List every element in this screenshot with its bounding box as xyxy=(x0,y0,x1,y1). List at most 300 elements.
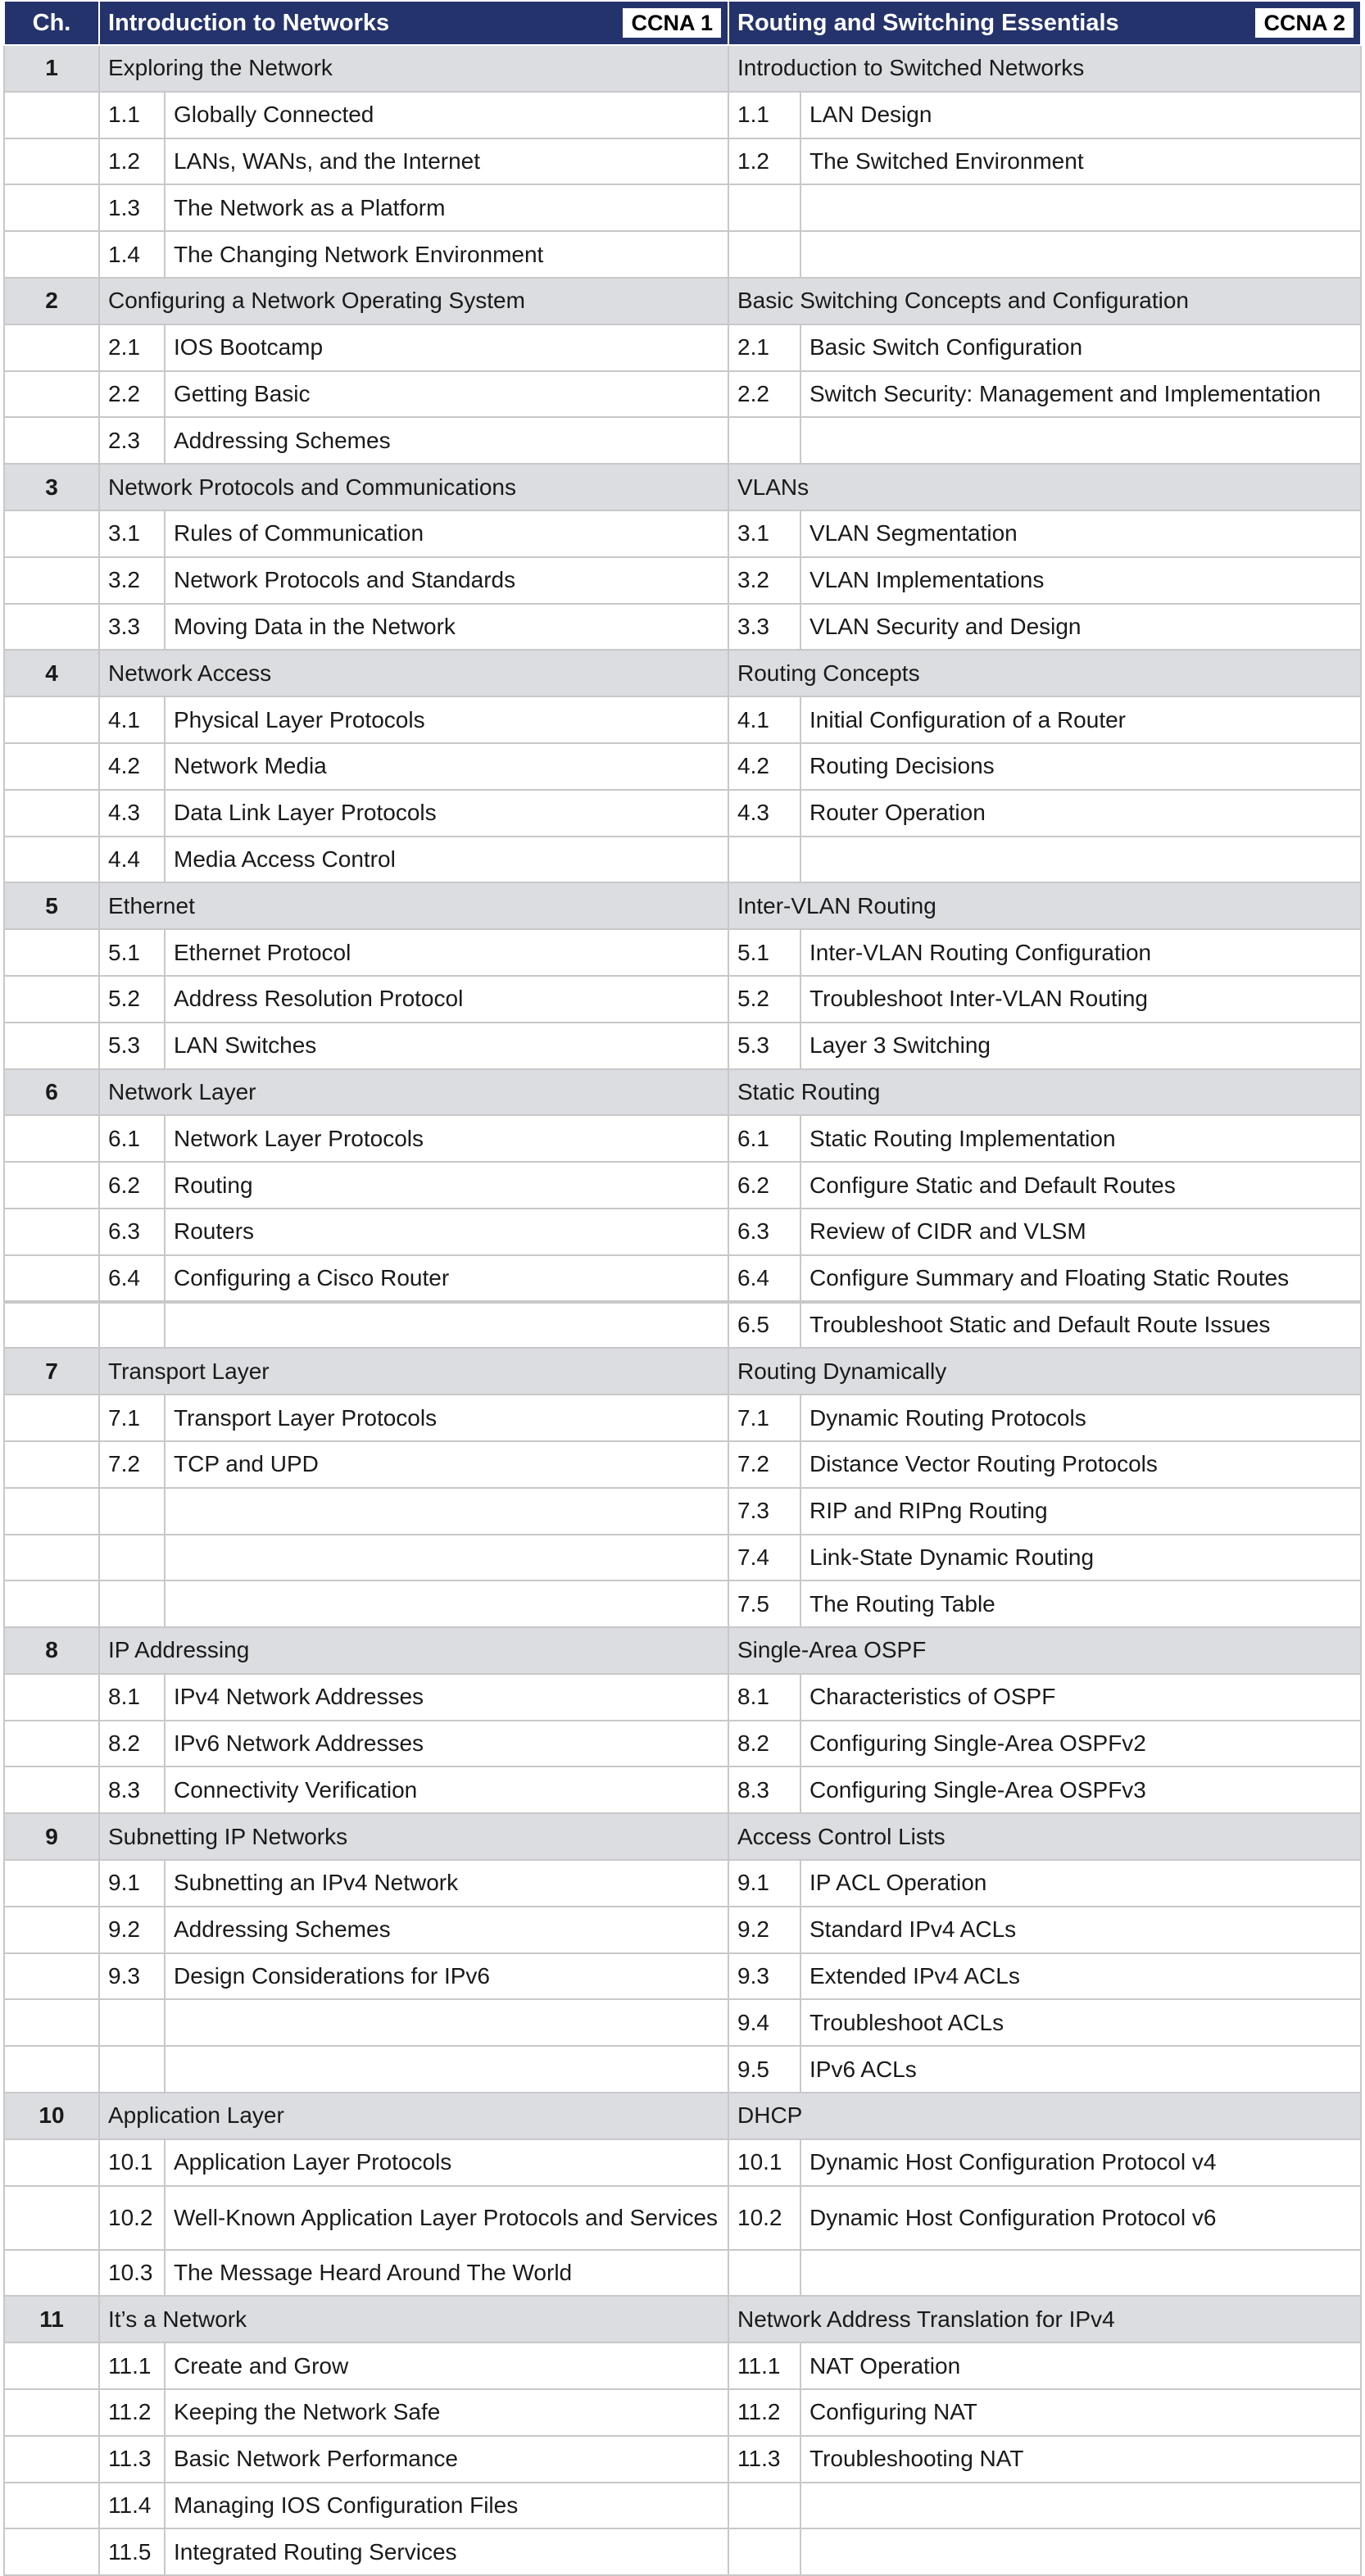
ccna1-section-number: 10.3 xyxy=(99,2250,165,2297)
ccna1-section-title: Configuring a Cisco Router xyxy=(165,1255,728,1302)
ccna2-section-number: 6.1 xyxy=(728,1115,800,1162)
ccna1-section-number: 6.3 xyxy=(99,1209,165,1255)
chapter-number: 9 xyxy=(4,1813,99,1860)
chapter-number-empty xyxy=(4,371,99,418)
ccna2-section-number: 9.2 xyxy=(728,1907,800,1953)
chapter-number-empty xyxy=(4,604,99,651)
ccna2-section-number: 3.2 xyxy=(728,557,800,604)
ccna1-section-title: Connectivity Verification xyxy=(165,1766,728,1813)
section-row xyxy=(4,2139,1361,2186)
ccna2-section-title: Extended IPv4 ACLs xyxy=(800,1953,1361,2000)
chapter-number-empty xyxy=(4,1115,99,1162)
ccna1-section-number: 1.1 xyxy=(99,92,165,138)
section-row xyxy=(4,1674,1361,1721)
chapter-number-empty xyxy=(4,1674,99,1721)
ccna1-section-number: 5.3 xyxy=(99,1023,165,1069)
ccna1-section-number: 9.1 xyxy=(99,1860,165,1907)
chapter-number: 11 xyxy=(4,2296,99,2342)
ccna2-section-title: Routing Decisions xyxy=(800,743,1361,790)
ccna1-section-title: Routing xyxy=(165,1162,728,1209)
section-row xyxy=(4,2250,1361,2297)
ccna2-section-title: Link-State Dynamic Routing xyxy=(800,1535,1361,1581)
ccna1-section-title: Well-Known Application Layer Protocols and Services xyxy=(165,2186,728,2250)
ccna2-section-number: 2.2 xyxy=(728,371,800,418)
chapter-number-empty xyxy=(4,1581,99,1627)
ccna2-section-title: The Switched Environment xyxy=(800,138,1361,185)
chapter-row xyxy=(4,1069,1361,1116)
ccna1-section-number xyxy=(99,1999,165,2046)
chapter-row xyxy=(4,1813,1361,1860)
ccna2-section-title: Configuring Single-Area OSPFv3 xyxy=(800,1766,1361,1813)
chapter-number-empty xyxy=(4,2250,99,2297)
section-row xyxy=(4,557,1361,604)
chapter-column-header: Ch. xyxy=(4,1,99,45)
section-row xyxy=(4,976,1361,1023)
ccna1-section-title xyxy=(165,1302,728,1349)
chapter-number-empty xyxy=(4,743,99,790)
section-row xyxy=(4,1395,1361,1441)
chapter-number-empty xyxy=(4,1953,99,2000)
ccna2-section-title xyxy=(800,417,1361,464)
ccna2-section-title: The Routing Table xyxy=(800,1581,1361,1627)
ccna1-section-number: 6.2 xyxy=(99,1162,165,1209)
chapter-number-empty xyxy=(4,2483,99,2529)
ccna1-section-number: 6.4 xyxy=(99,1255,165,1302)
ccna2-section-number: 1.1 xyxy=(728,92,800,138)
ccna2-section-number: 11.3 xyxy=(728,2436,800,2483)
ccna2-section-number: 11.2 xyxy=(728,2389,800,2436)
ccna1-section-title: Rules of Communication xyxy=(165,510,728,557)
ccna2-section-number: 3.1 xyxy=(728,510,800,557)
ccna2-section-title: Static Routing Implementation xyxy=(800,1115,1361,1162)
ccna1-section-title xyxy=(165,1535,728,1581)
chapter-number-empty xyxy=(4,1209,99,1255)
section-row xyxy=(4,929,1361,976)
ccna1-column-header xyxy=(99,1,728,45)
section-row xyxy=(4,2186,1361,2250)
ccna2-section-title xyxy=(800,837,1361,883)
ccna2-chapter-title: Single-Area OSPF xyxy=(728,1627,1361,1674)
ccna1-section-title: Routers xyxy=(165,1209,728,1255)
ccna1-section-title: The Network as a Platform xyxy=(165,184,728,231)
chapter-number-empty xyxy=(4,976,99,1023)
ccna1-section-number: 9.3 xyxy=(99,1953,165,2000)
section-row xyxy=(4,604,1361,651)
section-row xyxy=(4,1535,1361,1581)
ccna1-section-title: Create and Grow xyxy=(165,2342,728,2389)
chapter-number-empty xyxy=(4,1255,99,1302)
ccna1-chapter-title: Application Layer xyxy=(99,2093,728,2139)
chapter-number-empty xyxy=(4,2528,99,2575)
ccna2-chapter-title: Routing Dynamically xyxy=(728,1348,1361,1395)
ccna1-section-number: 4.2 xyxy=(99,743,165,790)
ccna1-section-title: Addressing Schemes xyxy=(165,1907,728,1953)
ccna1-section-title: Transport Layer Protocols xyxy=(165,1395,728,1441)
ccna1-section-title: Managing IOS Configuration Files xyxy=(165,2483,728,2529)
section-row xyxy=(4,231,1361,278)
ccna2-section-number: 9.1 xyxy=(728,1860,800,1907)
ccna1-section-number: 11.2 xyxy=(99,2389,165,2436)
chapter-number-empty xyxy=(4,1023,99,1069)
ccna2-section-number: 10.2 xyxy=(728,2186,800,2250)
ccna2-section-title: IPv6 ACLs xyxy=(800,2046,1361,2093)
ccna2-section-number: 4.3 xyxy=(728,790,800,837)
chapter-number-empty xyxy=(4,1860,99,1907)
ccna2-section-title: Characteristics of OSPF xyxy=(800,1674,1361,1721)
ccna1-section-title: Integrated Routing Services xyxy=(165,2528,728,2575)
chapter-number-empty xyxy=(4,231,99,278)
ccna2-badge: CCNA 2 xyxy=(1254,7,1355,39)
ccna1-section-title: Address Resolution Protocol xyxy=(165,976,728,1023)
ccna1-section-number xyxy=(99,1302,165,1349)
ccna2-column-header xyxy=(728,1,1361,45)
ccna2-section-title: Distance Vector Routing Protocols xyxy=(800,1441,1361,1488)
section-row xyxy=(4,1953,1361,2000)
chapter-number-empty xyxy=(4,2186,99,2250)
section-row xyxy=(4,1255,1361,1302)
ccna2-section-number: 8.1 xyxy=(728,1674,800,1721)
ccna1-chapter-title: Ethernet xyxy=(99,882,728,929)
ccna1-section-number: 10.2 xyxy=(99,2186,165,2250)
ccna2-section-title xyxy=(800,184,1361,231)
ccna2-section-number: 4.2 xyxy=(728,743,800,790)
chapter-number-empty xyxy=(4,417,99,464)
ccna2-section-number: 4.1 xyxy=(728,696,800,743)
ccna1-section-number: 3.3 xyxy=(99,604,165,651)
chapter-number-empty xyxy=(4,837,99,883)
ccna2-section-title: VLAN Segmentation xyxy=(800,510,1361,557)
chapter-number-empty xyxy=(4,696,99,743)
ccna1-section-number: 11.4 xyxy=(99,2483,165,2529)
ccna1-section-number: 10.1 xyxy=(99,2139,165,2186)
ccna1-section-title: Addressing Schemes xyxy=(165,417,728,464)
ccna1-section-number: 2.3 xyxy=(99,417,165,464)
chapter-number: 8 xyxy=(4,1627,99,1674)
ccna2-section-number: 5.1 xyxy=(728,929,800,976)
chapter-number-empty xyxy=(4,2342,99,2389)
ccna2-chapter-title: Basic Switching Concepts and Configuration xyxy=(728,278,1361,324)
ccna1-section-number: 5.2 xyxy=(99,976,165,1023)
ccna2-section-number: 7.4 xyxy=(728,1535,800,1581)
ccna1-section-number: 1.2 xyxy=(99,138,165,185)
ccna1-section-number xyxy=(99,1488,165,1535)
section-row xyxy=(4,324,1361,371)
chapter-number-empty xyxy=(4,510,99,557)
chapter-number-empty xyxy=(4,92,99,138)
ccna2-section-title: VLAN Implementations xyxy=(800,557,1361,604)
ccna1-section-number xyxy=(99,1581,165,1627)
ccna2-section-title: Router Operation xyxy=(800,790,1361,837)
ccna2-section-number: 2.1 xyxy=(728,324,800,371)
ccna1-section-number: 4.1 xyxy=(99,696,165,743)
section-row xyxy=(4,1441,1361,1488)
chapter-row xyxy=(4,650,1361,696)
ccna1-section-title: Network Media xyxy=(165,743,728,790)
chapter-number-empty xyxy=(4,790,99,837)
chapter-row xyxy=(4,2296,1361,2342)
ccna1-chapter-title: Network Access xyxy=(99,650,728,696)
section-row xyxy=(4,1860,1361,1907)
ccna2-section-title: Layer 3 Switching xyxy=(800,1023,1361,1069)
chapter-number-empty xyxy=(4,2046,99,2093)
ccna2-section-number xyxy=(728,2483,800,2529)
ccna2-section-title: Dynamic Host Configuration Protocol v6 xyxy=(800,2186,1361,2250)
chapter-number-empty xyxy=(4,2436,99,2483)
chapter-number-empty xyxy=(4,1907,99,1953)
ccna2-chapter-title: Access Control Lists xyxy=(728,1813,1361,1860)
chapter-number: 2 xyxy=(4,278,99,324)
ccna2-section-number: 9.5 xyxy=(728,2046,800,2093)
ccna2-section-number: 10.1 xyxy=(728,2139,800,2186)
ccna2-chapter-title: Network Address Translation for IPv4 xyxy=(728,2296,1361,2342)
ccna2-section-number: 6.4 xyxy=(728,1255,800,1302)
ccna2-section-title: Initial Configuration of a Router xyxy=(800,696,1361,743)
chapter-number-empty xyxy=(4,557,99,604)
chapter-number-empty xyxy=(4,138,99,185)
section-row xyxy=(4,1999,1361,2046)
section-row xyxy=(4,2046,1361,2093)
ccna2-section-title: Dynamic Routing Protocols xyxy=(800,1395,1361,1441)
ccna2-section-number: 8.3 xyxy=(728,1766,800,1813)
section-row xyxy=(4,790,1361,837)
ccna1-section-number: 2.1 xyxy=(99,324,165,371)
ccna1-section-number: 11.3 xyxy=(99,2436,165,2483)
section-row xyxy=(4,1162,1361,1209)
ccna1-section-title: Application Layer Protocols xyxy=(165,2139,728,2186)
ccna2-section-title: Configuring NAT xyxy=(800,2389,1361,2436)
ccna1-section-number: 1.4 xyxy=(99,231,165,278)
ccna1-section-title: Media Access Control xyxy=(165,837,728,883)
chapter-number-empty xyxy=(4,929,99,976)
ccna2-section-number: 7.5 xyxy=(728,1581,800,1627)
section-row xyxy=(4,2342,1361,2389)
chapter-row xyxy=(4,2093,1361,2139)
ccna2-section-title: Standard IPv4 ACLs xyxy=(800,1907,1361,1953)
ccna2-section-number: 6.3 xyxy=(728,1209,800,1255)
ccna1-section-number: 4.3 xyxy=(99,790,165,837)
chapter-number: 4 xyxy=(4,650,99,696)
chapter-row xyxy=(4,1627,1361,1674)
ccna1-chapter-title: IP Addressing xyxy=(99,1627,728,1674)
section-row xyxy=(4,696,1361,743)
ccna1-section-title: IPv6 Network Addresses xyxy=(165,1721,728,1767)
ccna2-section-title: Basic Switch Configuration xyxy=(800,324,1361,371)
ccna1-chapter-title: Network Protocols and Communications xyxy=(99,464,728,510)
ccna1-section-number: 8.2 xyxy=(99,1721,165,1767)
curriculum-table xyxy=(3,0,1362,2576)
section-row xyxy=(4,184,1361,231)
ccna2-section-number: 7.1 xyxy=(728,1395,800,1441)
ccna2-section-number xyxy=(728,2250,800,2297)
section-row xyxy=(4,138,1361,185)
ccna1-section-title: The Changing Network Environment xyxy=(165,231,728,278)
ccna1-section-title: Design Considerations for IPv6 xyxy=(165,1953,728,2000)
chapter-number-empty xyxy=(4,1766,99,1813)
chapter-number-empty xyxy=(4,1721,99,1767)
ccna1-section-number: 2.2 xyxy=(99,371,165,418)
ccna2-section-title: LAN Design xyxy=(800,92,1361,138)
section-row xyxy=(4,837,1361,883)
chapter-number-empty xyxy=(4,1395,99,1441)
ccna2-section-number: 8.2 xyxy=(728,1721,800,1767)
ccna2-section-number xyxy=(728,417,800,464)
ccna1-chapter-title: Subnetting IP Networks xyxy=(99,1813,728,1860)
ccna1-section-number: 4.4 xyxy=(99,837,165,883)
chapter-number-empty xyxy=(4,2139,99,2186)
section-row xyxy=(4,2389,1361,2436)
ccna1-title: Introduction to Networks xyxy=(108,10,390,36)
chapter-number-empty xyxy=(4,1162,99,1209)
ccna1-section-number: 7.2 xyxy=(99,1441,165,1488)
ccna2-section-title: Review of CIDR and VLSM xyxy=(800,1209,1361,1255)
ccna1-section-title: Ethernet Protocol xyxy=(165,929,728,976)
ccna1-section-title: Moving Data in the Network xyxy=(165,604,728,651)
table-header xyxy=(4,1,1361,45)
ccna1-section-title: Network Protocols and Standards xyxy=(165,557,728,604)
ccna2-chapter-title: Static Routing xyxy=(728,1069,1361,1116)
ccna2-chapter-title: VLANs xyxy=(728,464,1361,510)
ccna2-section-number: 7.3 xyxy=(728,1488,800,1535)
ccna1-section-number xyxy=(99,2046,165,2093)
section-row xyxy=(4,2483,1361,2529)
ccna2-chapter-title: Routing Concepts xyxy=(728,650,1361,696)
chapter-row xyxy=(4,882,1361,929)
ccna2-section-number: 3.3 xyxy=(728,604,800,651)
ccna1-chapter-title: Configuring a Network Operating System xyxy=(99,278,728,324)
ccna2-section-title: Dynamic Host Configuration Protocol v4 xyxy=(800,2139,1361,2186)
section-row xyxy=(4,743,1361,790)
chapter-number: 1 xyxy=(4,45,99,92)
ccna1-section-number: 6.1 xyxy=(99,1115,165,1162)
ccna2-section-number xyxy=(728,2528,800,2575)
ccna1-section-title: Data Link Layer Protocols xyxy=(165,790,728,837)
ccna1-section-title: Network Layer Protocols xyxy=(165,1115,728,1162)
ccna1-section-title: Getting Basic xyxy=(165,371,728,418)
chapter-number-empty xyxy=(4,1999,99,2046)
chapter-row xyxy=(4,45,1361,92)
ccna2-section-number xyxy=(728,184,800,231)
ccna2-section-number xyxy=(728,231,800,278)
ccna1-section-title: IOS Bootcamp xyxy=(165,324,728,371)
chapter-number-empty xyxy=(4,1302,99,1349)
ccna1-section-title: IPv4 Network Addresses xyxy=(165,1674,728,1721)
ccna2-section-number: 6.5 xyxy=(728,1302,800,1349)
table-body xyxy=(4,45,1361,2575)
ccna2-section-number: 6.2 xyxy=(728,1162,800,1209)
ccna2-section-title: Inter-VLAN Routing Configuration xyxy=(800,929,1361,976)
ccna1-section-number: 11.1 xyxy=(99,2342,165,2389)
section-row xyxy=(4,1023,1361,1069)
ccna1-section-number xyxy=(99,1535,165,1581)
chapter-number: 5 xyxy=(4,882,99,929)
ccna1-section-number: 3.2 xyxy=(99,557,165,604)
chapter-number: 6 xyxy=(4,1069,99,1116)
ccna2-section-title: Troubleshooting NAT xyxy=(800,2436,1361,2483)
chapter-number-empty xyxy=(4,184,99,231)
ccna1-section-number: 1.3 xyxy=(99,184,165,231)
ccna2-section-title: Troubleshoot Inter-VLAN Routing xyxy=(800,976,1361,1023)
ccna2-section-number xyxy=(728,837,800,883)
ccna2-section-title: VLAN Security and Design xyxy=(800,604,1361,651)
ccna2-section-title: Troubleshoot ACLs xyxy=(800,1999,1361,2046)
ccna2-section-title: Switch Security: Management and Implementation xyxy=(800,371,1361,418)
section-row xyxy=(4,510,1361,557)
section-row xyxy=(4,92,1361,138)
section-row xyxy=(4,1766,1361,1813)
ccna1-section-title: Subnetting an IPv4 Network xyxy=(165,1860,728,1907)
ccna1-section-title xyxy=(165,1488,728,1535)
ccna2-chapter-title: DHCP xyxy=(728,2093,1361,2139)
ccna1-section-title: Physical Layer Protocols xyxy=(165,696,728,743)
section-row xyxy=(4,371,1361,418)
chapter-number: 7 xyxy=(4,1348,99,1395)
ccna2-section-number: 9.3 xyxy=(728,1953,800,2000)
ccna1-chapter-title: It’s a Network xyxy=(99,2296,728,2342)
ccna2-section-number: 9.4 xyxy=(728,1999,800,2046)
ccna1-section-title: LANs, WANs, and the Internet xyxy=(165,138,728,185)
ccna2-section-title xyxy=(800,231,1361,278)
ccna1-section-number: 8.1 xyxy=(99,1674,165,1721)
section-row xyxy=(4,1209,1361,1255)
ccna2-section-title: Troubleshoot Static and Default Route Issues xyxy=(800,1302,1361,1349)
section-row xyxy=(4,1488,1361,1535)
ccna2-chapter-title: Introduction to Switched Networks xyxy=(728,45,1361,92)
ccna2-section-number: 11.1 xyxy=(728,2342,800,2389)
ccna1-section-number: 3.1 xyxy=(99,510,165,557)
ccna2-title: Routing and Switching Essentials xyxy=(737,10,1119,36)
chapter-number-empty xyxy=(4,1488,99,1535)
chapter-row xyxy=(4,464,1361,510)
ccna2-section-title xyxy=(800,2528,1361,2575)
ccna1-section-title: TCP and UPD xyxy=(165,1441,728,1488)
ccna2-section-title: IP ACL Operation xyxy=(800,1860,1361,1907)
section-row xyxy=(4,1907,1361,1953)
ccna2-section-title: Configure Static and Default Routes xyxy=(800,1162,1361,1209)
section-row xyxy=(4,1581,1361,1627)
ccna1-chapter-title: Exploring the Network xyxy=(99,45,728,92)
ccna1-section-title: Basic Network Performance xyxy=(165,2436,728,2483)
ccna1-section-title xyxy=(165,2046,728,2093)
ccna2-section-title: Configuring Single-Area OSPFv2 xyxy=(800,1721,1361,1767)
ccna1-section-number: 5.1 xyxy=(99,929,165,976)
ccna2-section-title: NAT Operation xyxy=(800,2342,1361,2389)
chapter-number: 3 xyxy=(4,464,99,510)
chapter-number-empty xyxy=(4,324,99,371)
chapter-number-empty xyxy=(4,1535,99,1581)
ccna2-section-title xyxy=(800,2250,1361,2297)
ccna1-section-number: 8.3 xyxy=(99,1766,165,1813)
section-row xyxy=(4,1302,1361,1349)
section-row xyxy=(4,417,1361,464)
ccna1-chapter-title: Transport Layer xyxy=(99,1348,728,1395)
ccna1-section-number: 11.5 xyxy=(99,2528,165,2575)
ccna2-section-number: 7.2 xyxy=(728,1441,800,1488)
section-row xyxy=(4,2436,1361,2483)
ccna2-section-title xyxy=(800,2483,1361,2529)
ccna1-section-number: 9.2 xyxy=(99,1907,165,1953)
ccna2-section-title: Configure Summary and Floating Static Routes xyxy=(800,1255,1361,1302)
section-row xyxy=(4,1721,1361,1767)
ccna2-section-number: 5.3 xyxy=(728,1023,800,1069)
ccna1-section-title: LAN Switches xyxy=(165,1023,728,1069)
chapter-row xyxy=(4,1348,1361,1395)
chapter-number-empty xyxy=(4,2389,99,2436)
ccna1-section-number: 7.1 xyxy=(99,1395,165,1441)
ccna1-section-title xyxy=(165,1581,728,1627)
ccna2-section-title: RIP and RIPng Routing xyxy=(800,1488,1361,1535)
ccna2-section-number: 1.2 xyxy=(728,138,800,185)
ccna2-section-number: 5.2 xyxy=(728,976,800,1023)
